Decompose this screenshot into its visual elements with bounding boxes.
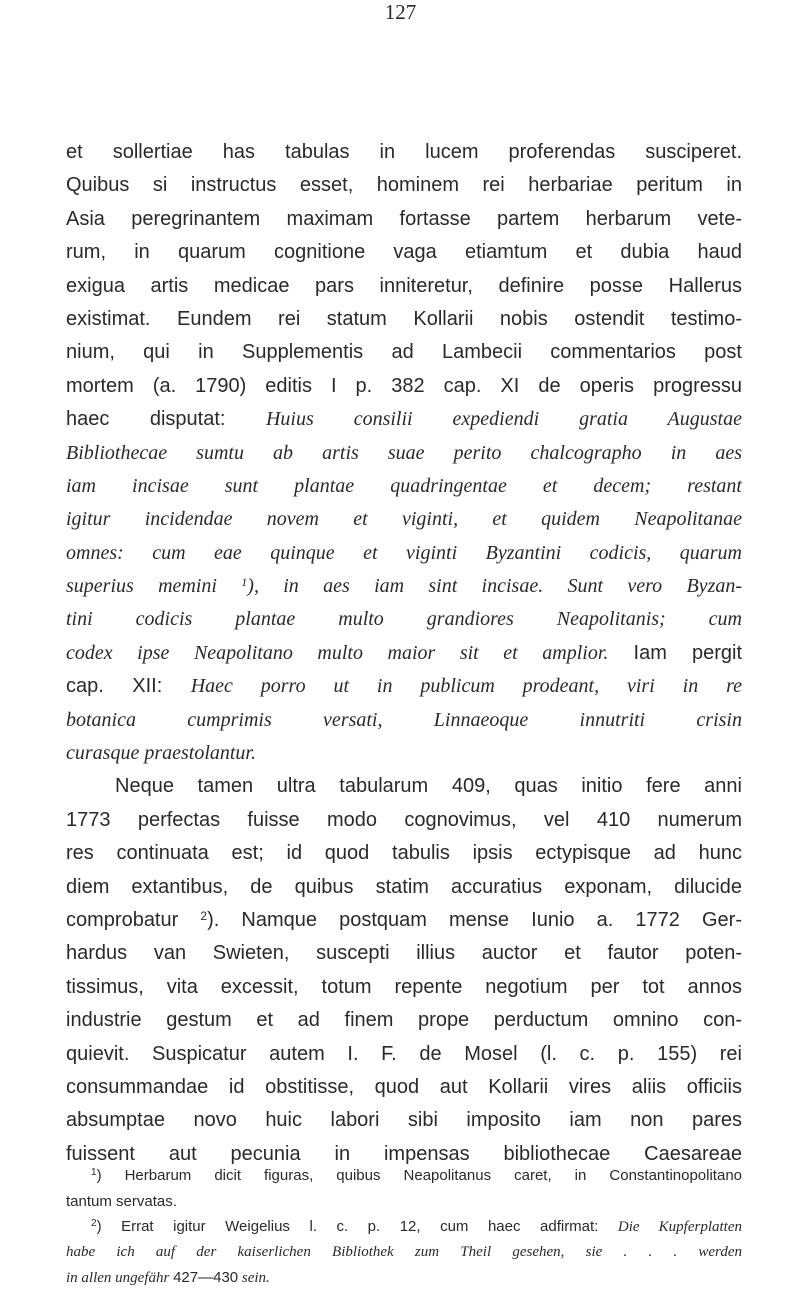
quotation: ), in aes iam sint incisae. Sunt vero Byzan-	[247, 575, 743, 598]
footnote-text: ) Herbarum dicit figuras, quibus Neapolitanus caret, in Constantinopolitano	[96, 1167, 742, 1184]
footnote-quotation: in allen ungefähr	[66, 1270, 174, 1286]
text-line: existimat. Eundem rei statum Kollarii nobis ostendit testimo-	[66, 307, 742, 330]
text-line: Quibus si instructus esset, hominem rei herbariae peritum in	[66, 174, 742, 197]
text-line: Asia peregrinantem maximam fortasse partem herbarum vete-	[66, 207, 742, 230]
quotation-line: curasque praestolantur.	[66, 742, 256, 765]
text-line	[66, 904, 742, 937]
text-span: cap. XII:	[66, 675, 191, 698]
text-span: comprobatur	[66, 908, 201, 931]
text-line: nium, qui in Supplementis ad Lambecii commentarios post	[66, 341, 742, 364]
quotation: superius memini	[66, 575, 217, 598]
footnote-2-cont: habe ich auf der kaiserlichen Bibliothek zum Theil gesehen, sie . . . werden	[66, 1243, 742, 1260]
page-number: 127	[384, 0, 417, 24]
quotation-line: igitur incidendae novem et viginti, et quidem Neapolitanae	[66, 508, 742, 531]
text-line: fuissent aut pecunia in impensas bibliothecae Caesareae	[66, 1142, 742, 1165]
text-line: rum, in quarum cognitione vaga etiamtum et dubia haud	[66, 241, 742, 264]
text-line: hardus van Swieten, suscepti illius auctor et fautor poten-	[66, 942, 742, 965]
quotation-line: tini codicis plantae multo grandiores Neapolitanis; cum	[66, 608, 742, 631]
text-line: mortem (a. 1790) editis I p. 382 cap. XI de operis progressu	[66, 374, 742, 397]
text-line: consummandae id obstitisse, quod aut Kollarii vires aliis officiis	[66, 1075, 742, 1098]
text-line	[66, 403, 742, 436]
quotation-line: omnes: cum eae quinque et viginti Byzantini codicis, quarum	[66, 541, 742, 564]
footnote-text: ) Errat igitur Weigelius l. c. p. 12, cum haec adfirmat:	[96, 1218, 618, 1235]
text-line: Neque tamen ultra tabularum 409, quas initio fere anni	[115, 775, 742, 798]
text-line: 1773 perfectas fuisse modo cognovimus, vel 410 numerum	[66, 808, 742, 831]
text-line: et sollertiae has tabulas in lucem proferendas susciperet.	[66, 141, 742, 163]
footnote-mark: 2	[91, 1218, 97, 1229]
quotation: codex ipse Neapolitano multo maior sit et amplior.	[66, 641, 609, 664]
footnote-ref: 1	[241, 575, 248, 590]
quotation-line: Bibliothecae sumtu ab artis suae perito chalcographo in aes	[66, 441, 742, 464]
quotation-line: iam incisae sunt plantae quadringentae et decem; restant	[66, 474, 742, 497]
quotation: Huius consilii expediendi gratia Augustae	[265, 408, 742, 431]
footnote-text: 427—430	[173, 1269, 239, 1286]
text-span: ). Namque postquam mense Iunio a. 1772 Ger-	[207, 908, 742, 931]
quotation-line: botanica cumprimis versati, Linnaeoque innutriti crisin	[66, 708, 742, 731]
footnote-2-cont	[66, 1265, 742, 1291]
main-text	[66, 136, 742, 1171]
text-line	[66, 637, 742, 670]
footnote-1	[66, 1163, 742, 1189]
footnote-1-cont: tantum servatas.	[66, 1192, 177, 1210]
text-line: tissimus, vita excessit, totum repente negotium per tot annos	[66, 975, 742, 998]
text-span: Iam pergit	[608, 641, 742, 664]
footnote-ref: 2	[200, 908, 208, 923]
footnote-quotation: sein.	[238, 1270, 270, 1286]
quotation-line	[66, 570, 742, 603]
quotation: Haec porro ut in publicum prodeant, viri in re	[190, 675, 742, 698]
text-line	[66, 670, 742, 703]
text-line: quievit. Suspicatur autem I. F. de Mosel (l. c. p. 155) rei	[66, 1042, 742, 1065]
footnote-quotation: Die Kupferplatten	[617, 1219, 742, 1235]
text-line: res continuata est; id quod tabulis ipsis ectypisque ad hunc	[66, 842, 742, 865]
text-line: diem extantibus, de quibus statim accuratius exponam, dilucide	[66, 875, 742, 898]
footnote-mark: 1	[91, 1167, 97, 1178]
text-line: exigua artis medicae pars inniteretur, definire posse Hallerus	[66, 274, 742, 297]
text-line: industrie gestum et ad finem prope perductum omnino con-	[66, 1009, 742, 1032]
footnote-2	[66, 1214, 742, 1240]
text-line: absumptae novo huic labori sibi imposito iam non pares	[66, 1109, 742, 1132]
text-span: haec disputat:	[66, 408, 266, 431]
footnotes	[66, 1163, 742, 1291]
